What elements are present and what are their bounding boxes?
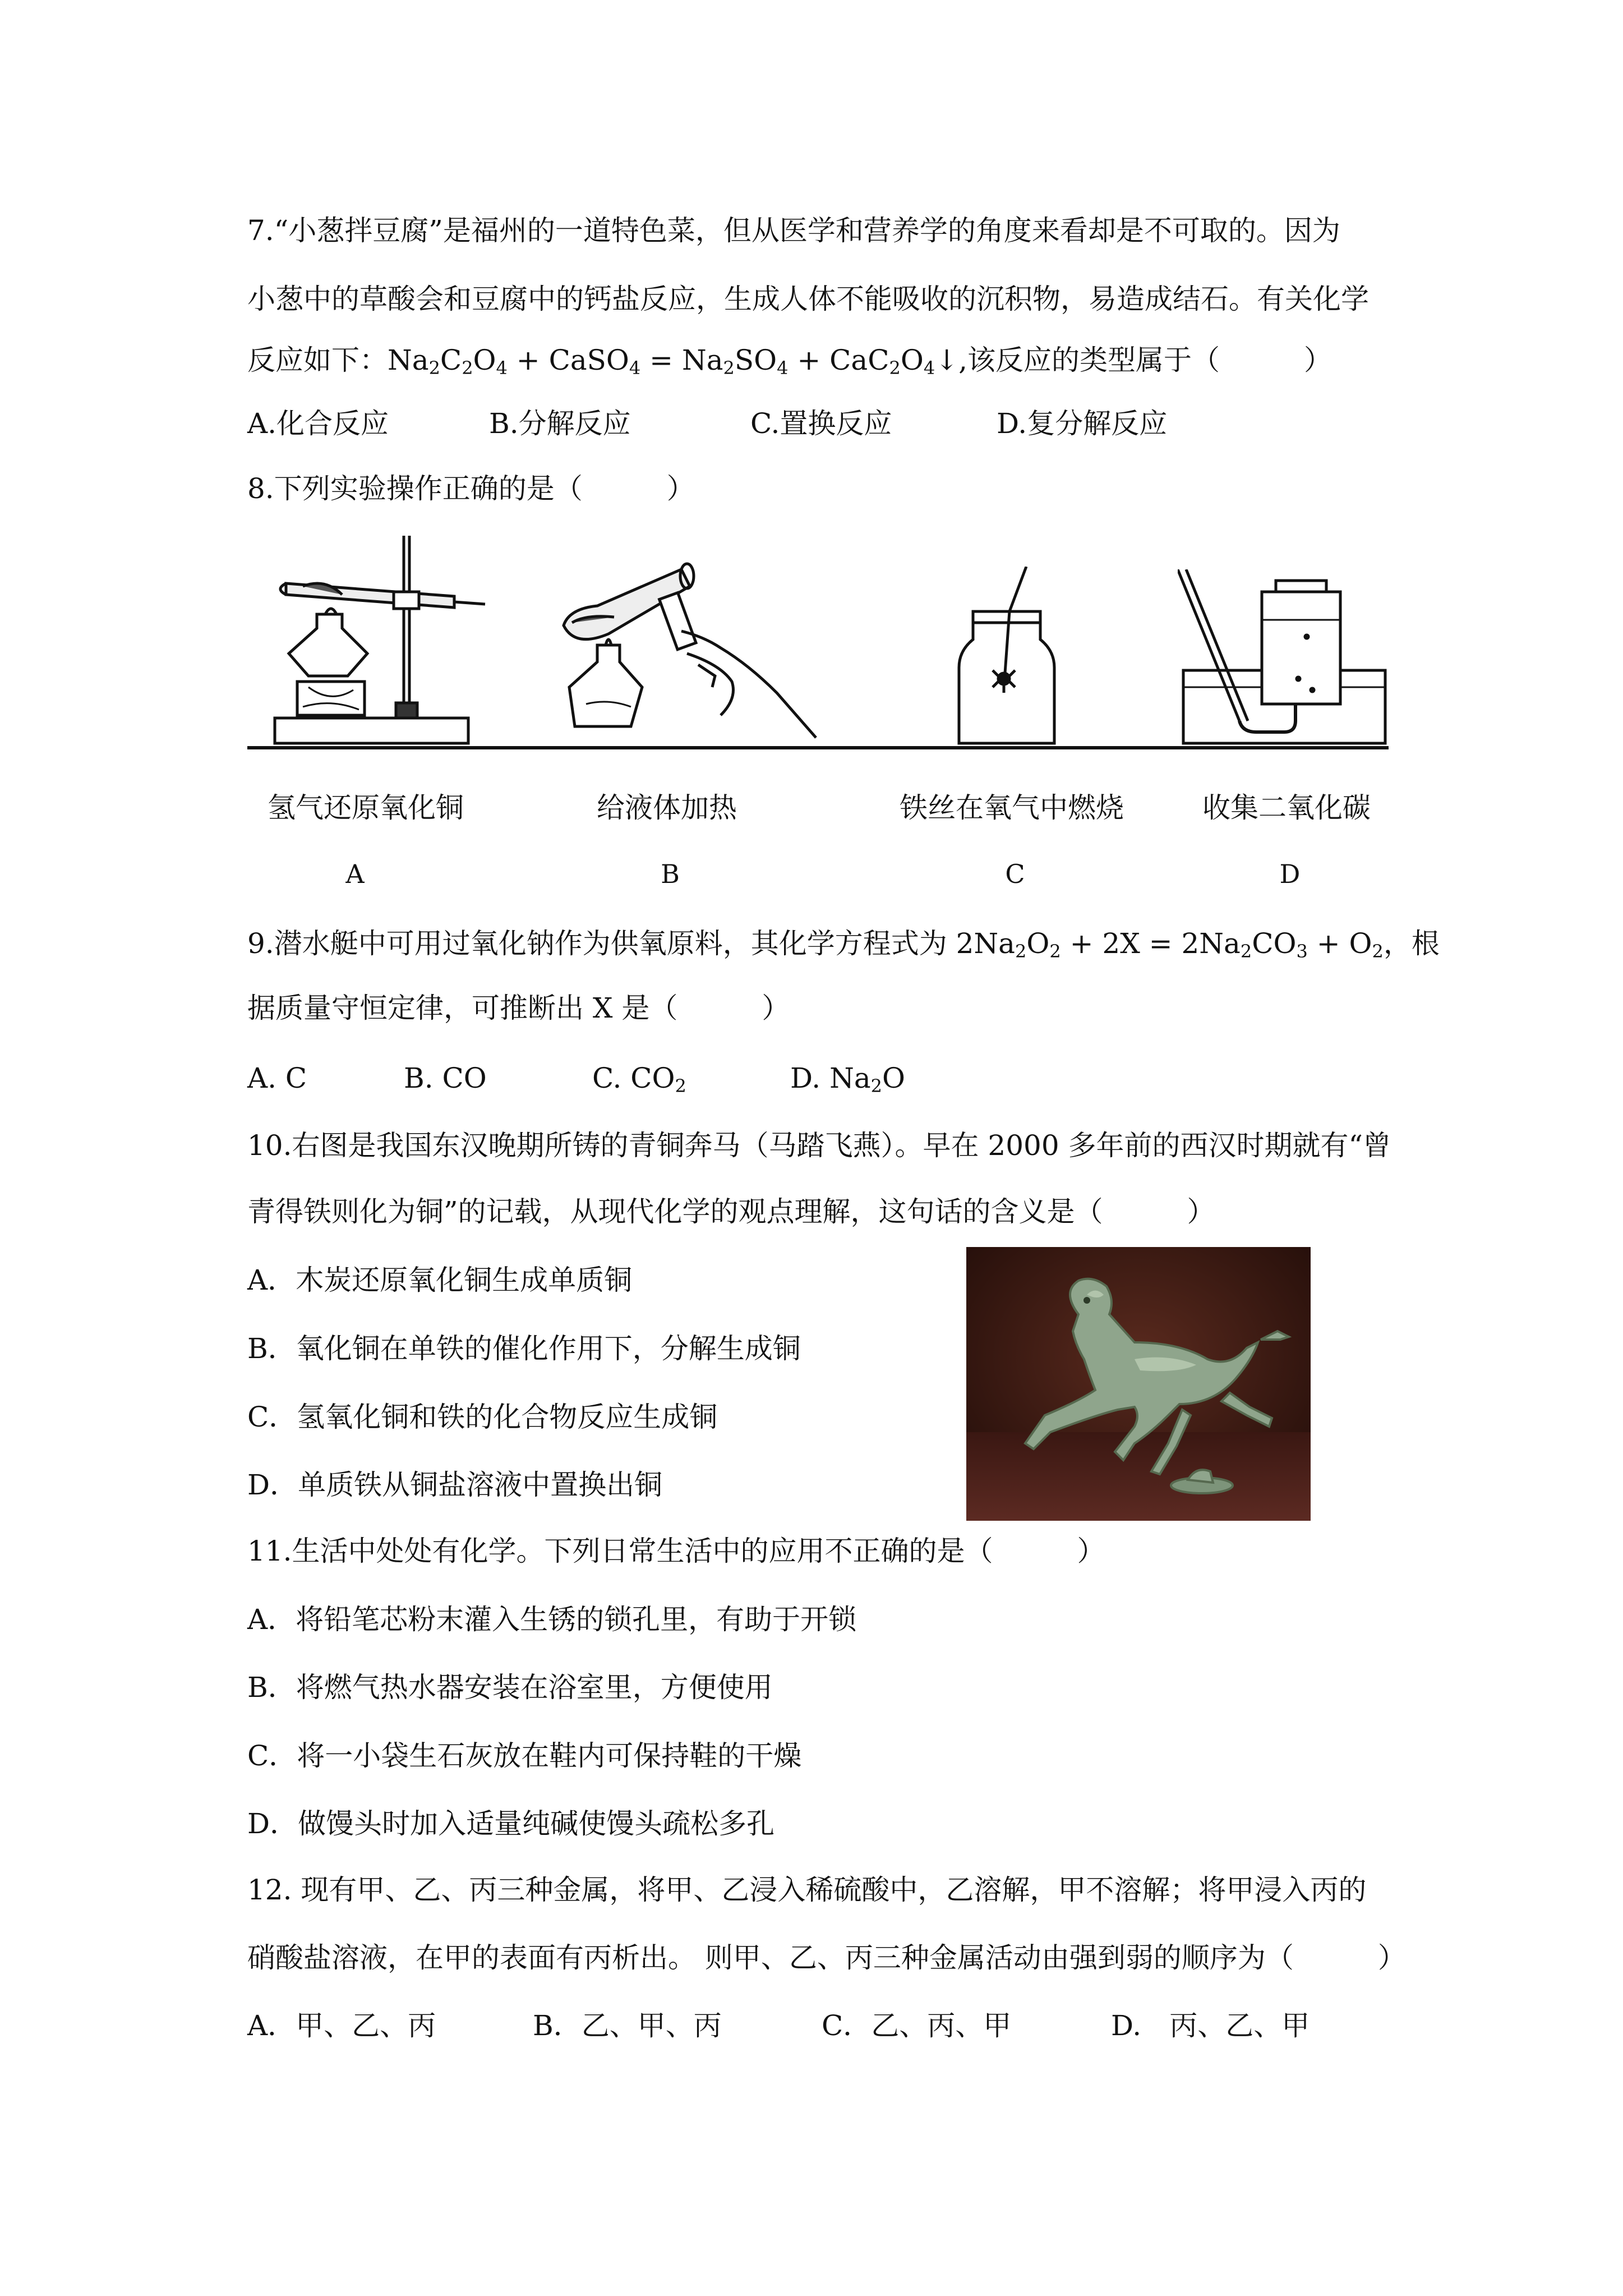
- q8-stem: 8.下列实验操作正确的是（ ）: [247, 472, 695, 505]
- q12-option-b: B．乙、甲、丙: [533, 2009, 722, 2042]
- q10-option-b: B．氧化铜在单铁的催化作用下，分解生成铜: [247, 1332, 801, 1365]
- q9-option-d: D. $Na_2O$: [790, 1062, 906, 1097]
- q12-stem-line1: 12. 现有甲、乙、丙三种金属，将甲、乙浸入稀硫酸中，乙溶解，甲不溶解；将甲浸入丙的: [247, 1874, 1367, 1906]
- q10-option-c: C．氢氧化铜和铁的化合物反应生成铜: [247, 1401, 718, 1433]
- q9-option-a: A. C: [247, 1062, 307, 1094]
- q11-stem: 11.生活中处处有化学。下列日常生活中的应用不正确的是（ ）: [247, 1535, 1105, 1567]
- q9-equation: $2Na_2O_2 + 2X = 2Na_2CO_3 + O_2$: [956, 927, 1384, 962]
- label-d: D: [1279, 859, 1301, 889]
- q11-option-d: D．做馒头时加入适量纯碱使馒头疏松多孔: [247, 1807, 775, 1840]
- label-b: B: [661, 859, 680, 889]
- q9-stem-line1: 9.潜水艇中可用过氧化钠作为供氧原料，其化学方程式为 $2Na_2O_2 + 2X = 2Na_2CO_3 + O_2$，根: [247, 927, 1440, 962]
- caption-c: 铁丝在氧气中燃烧: [900, 792, 1124, 824]
- q12-option-d: D. 丙、乙、甲: [1111, 2009, 1310, 2042]
- q10-option-a: A．木炭还原氧化铜生成单质铜: [247, 1264, 633, 1296]
- q10-option-d: D．单质铁从铜盐溶液中置换出铜: [247, 1469, 663, 1501]
- q7-option-d: D.复分解反应: [997, 407, 1168, 440]
- q10-stem-line2: 青得铁则化为铜”的记载，从现代化学的观点理解，这句话的含义是（ ）: [247, 1195, 1215, 1228]
- label-a: A: [345, 859, 365, 889]
- apparatus-gas-collection-figure: [1178, 569, 1391, 746]
- apparatus-iron-wire-figure: [953, 567, 1060, 746]
- apparatus-heating-liquid-figure: [552, 553, 844, 746]
- q7-equation: $Na_2C_2O_4$ + CaSO$_4$ = $Na_2SO_4$ + $CaC_2O_4↓$: [388, 344, 959, 379]
- q12-stem-line2: 硝酸盐溶液，在甲的表面有丙析出。 则甲、乙、丙三种金属活动由强到弱的顺序为（ ）: [247, 1941, 1406, 1974]
- q12-option-a: A．甲、乙、丙: [247, 2009, 436, 2042]
- q11-option-c: C．将一小袋生石灰放在鞋内可保持鞋的干燥: [247, 1740, 802, 1772]
- caption-b: 给液体加热: [597, 792, 737, 824]
- label-c: C: [1005, 859, 1025, 889]
- q7-stem-line3: 反应如下：$Na_2C_2O_4$ + CaSO$_4$ = $Na_2SO_4$ + $CaC_2O_4↓$,该反应的类型属于（ ）: [247, 344, 1332, 379]
- q7-option-b: B.分解反应: [489, 407, 631, 440]
- q9-option-b: B. CO: [404, 1062, 487, 1094]
- q7-option-a: A.化合反应: [247, 407, 389, 440]
- q7-stem-line1: 7.“小葱拌豆腐”是福州的一道特色菜，但从医学和营养学的角度来看却是不可取的。因为: [247, 214, 1340, 247]
- q11-option-a: A．将铅笔芯粉末灌入生锈的锁孔里，有助于开锁: [247, 1603, 857, 1636]
- q11-option-b: B．将燃气热水器安装在浴室里，方便使用: [247, 1671, 773, 1704]
- q9-stem-line2: 据质量守恒定律，可推断出 X 是（ ）: [247, 992, 790, 1024]
- caption-d: 收集二氧化碳: [1202, 792, 1371, 824]
- caption-a: 氢气还原氧化铜: [268, 792, 464, 824]
- q12-option-c: C．乙、丙、甲: [822, 2009, 1012, 2042]
- apparatus-hydrogen-reduction-figure: [264, 524, 499, 749]
- q10-stem-line1: 10.右图是我国东汉晚期所铸的青铜奔马（马踏飞燕）。早在 2000 多年前的西汉时期就有“曾: [247, 1129, 1391, 1162]
- figure-table-baseline: [247, 746, 1389, 749]
- bronze-horse-photo: [966, 1247, 1311, 1521]
- q7-option-c: C.置换反应: [750, 407, 892, 440]
- q7-stem-line2: 小葱中的草酸会和豆腐中的钙盐反应，生成人体不能吸收的沉积物，易造成结石。有关化学: [247, 283, 1369, 315]
- q9-option-c: C. $CO_2$: [592, 1062, 686, 1097]
